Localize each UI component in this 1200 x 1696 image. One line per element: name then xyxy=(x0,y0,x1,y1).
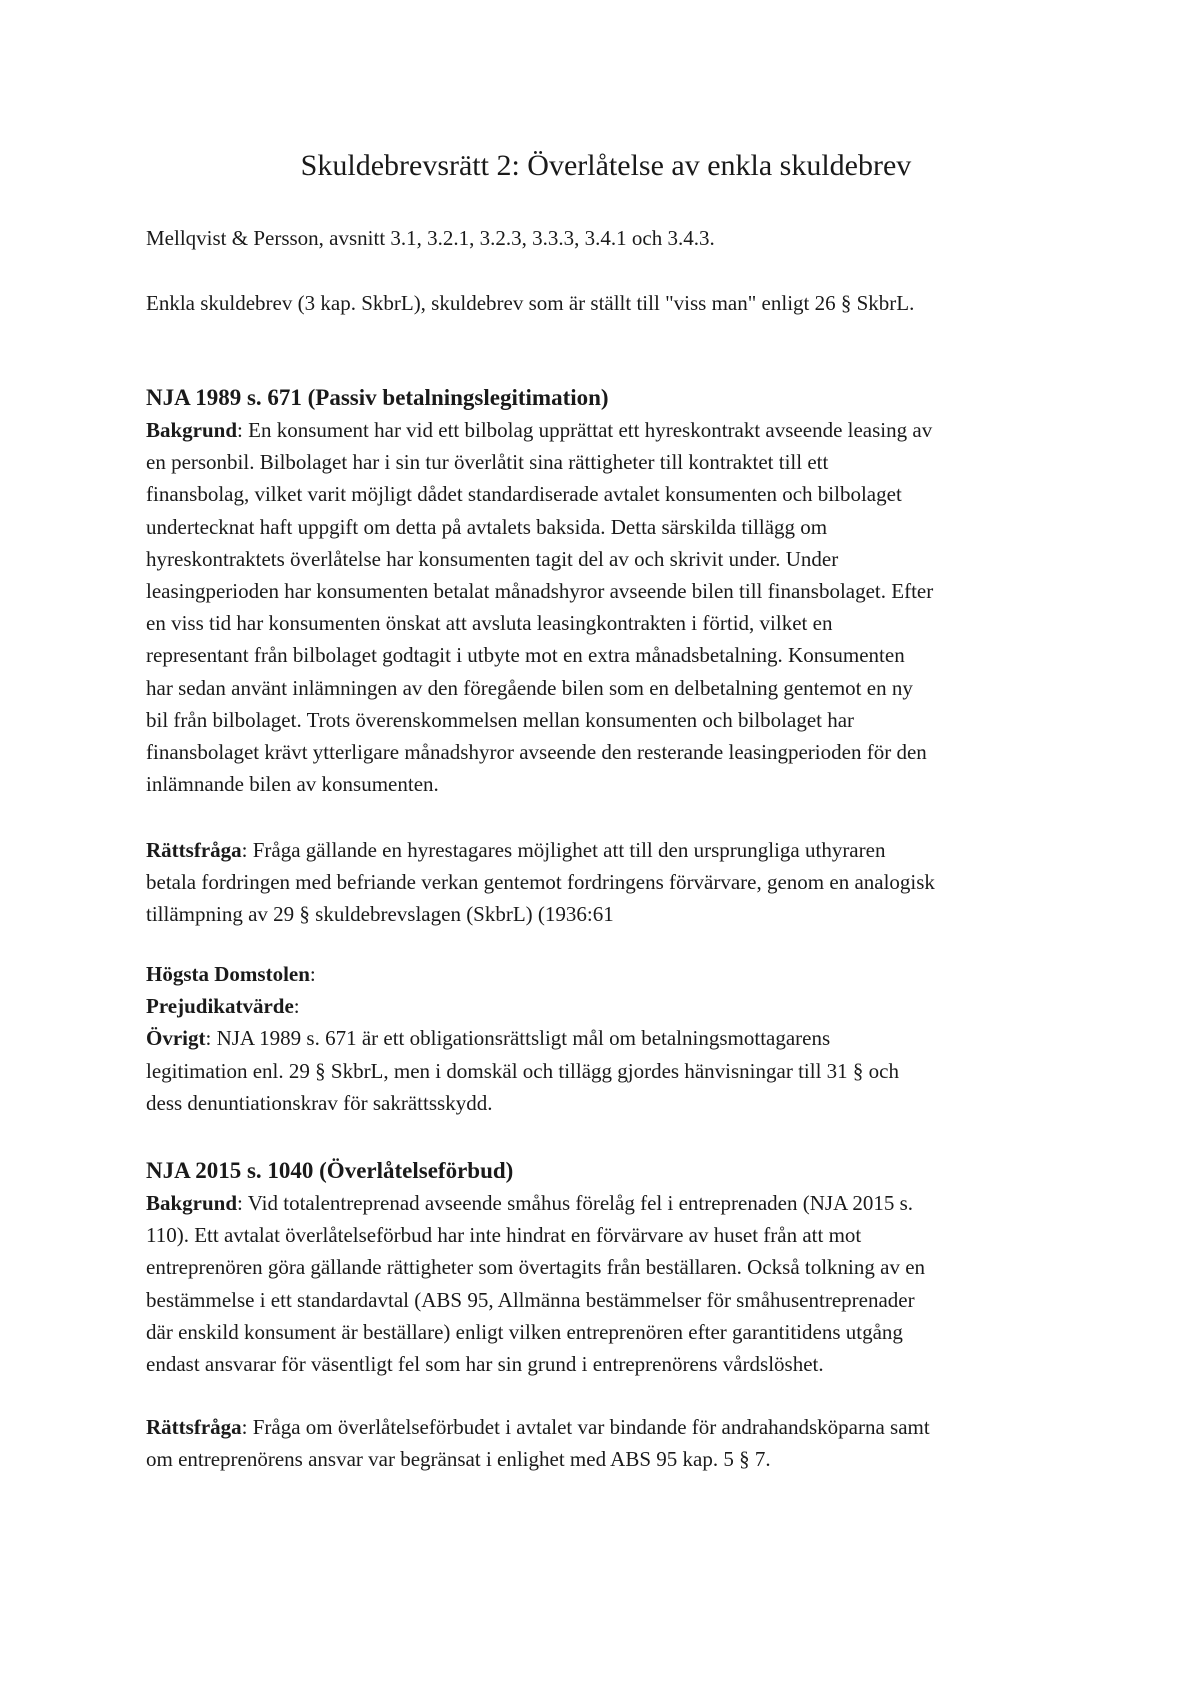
case-section-1 xyxy=(146,382,1066,800)
reading-reference: Mellqvist & Persson, avsnitt 3.1, 3.2.1, 3.2.3, 3.3.3, 3.4.1 och 3.4.3. xyxy=(146,226,715,250)
rattsfraga-paragraph xyxy=(146,1411,1066,1475)
paragraph-line: betala fordringen med befriande verkan gentemot fordringens förvärvare, genom en analogisk xyxy=(146,870,935,895)
hogsta-domstolen-label: Högsta Domstolen xyxy=(146,962,310,986)
paragraph-line xyxy=(146,1411,1066,1443)
document-title: Skuldebrevsrätt 2: Överlåtelse av enkla skuldebrev xyxy=(300,149,912,182)
rattsfraga-section-1 xyxy=(146,834,1066,931)
case-heading: NJA 2015 s. 1040 (Överlåtelseförbud) xyxy=(146,1158,514,1183)
paragraph-line: finansbolaget krävt ytterligare månadshyror avseende den resterande leasingperioden för den xyxy=(146,740,927,765)
paragraph-line: 110). Ett avtalat överlåtelseförbud har inte hindrat en förvärvare av huset från att mot xyxy=(146,1223,862,1248)
paragraph-line xyxy=(146,990,1066,1022)
paragraph-line: tillämpning av 29 § skuldebrevslagen (SkbrL) (1936:61 xyxy=(146,902,614,927)
paragraph-line: entreprenören göra gällande rättigheter som övertagits från beställaren. Också tolkning av en xyxy=(146,1255,926,1280)
paragraph-line xyxy=(146,1187,1066,1219)
intro-definition: Enkla skuldebrev (3 kap. SkbrL), skuldebrev som är ställt till "viss man" enligt 26 § SkbrL. xyxy=(146,291,915,315)
bakgrund-paragraph xyxy=(146,1187,1066,1380)
paragraph-line xyxy=(146,1022,1066,1054)
paragraph-line xyxy=(146,958,1066,990)
paragraph-text: : Fråga om överlåtelseförbudet i avtalet var bindande för andrahandsköparna samt xyxy=(241,1415,930,1439)
paragraph-line: endast ansvarar för väsentligt fel som har sin grund i entreprenörens vårdslöshet. xyxy=(146,1352,824,1377)
paragraph-text: : Vid totalentreprenad avseende småhus förelåg fel i entreprenaden (NJA 2015 s. xyxy=(237,1191,914,1215)
paragraph-text: : Fråga gällande en hyrestagares möjlighet att till den ursprungliga uthyraren xyxy=(241,838,886,862)
paragraph-text: : En konsument har vid ett bilbolag upprättat ett hyreskontrakt avseende leasing av xyxy=(237,418,933,442)
rattsfraga-label: Rättsfråga xyxy=(146,1415,242,1439)
paragraph-line: har sedan använt inlämningen av den föregående bilen som en delbetalning gentemot en ny xyxy=(146,675,913,700)
bakgrund-label: Bakgrund xyxy=(146,418,238,442)
paragraph-line: dess denuntiationskrav för sakrättsskydd. xyxy=(146,1090,493,1115)
paragraph-line: hyreskontraktets överlåtelse har konsumenten tagit del av och skrivit under. Under xyxy=(146,546,839,571)
court-paragraph xyxy=(146,958,1066,1119)
bakgrund-label: Bakgrund xyxy=(146,1191,238,1215)
rattsfraga-label: Rättsfråga xyxy=(146,838,242,862)
case-heading: NJA 1989 s. 671 (Passiv betalningslegitimation) xyxy=(146,385,609,410)
paragraph-line: om entreprenörens ansvar var begränsat i enlighet med ABS 95 kap. 5 § 7. xyxy=(146,1447,771,1472)
paragraph-line: där enskild konsument är beställare) enligt vilken entreprenören efter garantitidens utgång xyxy=(146,1319,903,1344)
ovrigt-label: Övrigt xyxy=(146,1026,206,1051)
paragraph-text: : NJA 1989 s. 671 är ett obligationsrättsligt mål om betalningsmottagarens xyxy=(205,1026,831,1051)
rattsfraga-section-2 xyxy=(146,1411,1066,1475)
paragraph-line: en personbil. Bilbolaget har i sin tur överlåtit sina rättigheter till kontraktet till ett xyxy=(146,450,829,475)
paragraph-line: en viss tid har konsumenten önskat att avsluta leasingkontrakten i förtid, vilket en xyxy=(146,611,833,636)
paragraph-line: bil från bilbolaget. Trots överenskommelsen mellan konsumenten och bilbolaget har xyxy=(146,707,855,732)
paragraph-line: representant från bilbolaget godtagit i utbyte mot en extra månadsbetalning. Konsumenten xyxy=(146,643,905,668)
paragraph-line: bestämmelse i ett standardavtal (ABS 95, Allmänna bestämmelser för småhusentreprenader xyxy=(146,1287,915,1312)
paragraph-line xyxy=(146,834,1066,866)
court-section-1 xyxy=(146,958,1066,1119)
paragraph-text: : xyxy=(293,994,300,1019)
case-section-2 xyxy=(146,1155,1066,1380)
paragraph-line xyxy=(146,414,1066,446)
prejudikatvarde-label: Prejudikatvärde xyxy=(146,994,294,1019)
paragraph-line: undertecknat haft uppgift om detta på avtalets baksida. Detta särskilda tillägg om xyxy=(146,514,828,539)
paragraph-line: leasingperioden har konsumenten betalat månadshyror avseende bilen till finansbolaget. Efter xyxy=(146,579,934,604)
paragraph-text: : xyxy=(309,962,316,986)
paragraph-line: inlämnande bilen av konsumenten. xyxy=(146,772,439,797)
paragraph-line: legitimation enl. 29 § SkbrL, men i domskäl och tillägg gjordes hänvisningar till 31 § och xyxy=(146,1058,899,1083)
rattsfraga-paragraph xyxy=(146,834,1066,931)
paragraph-line: finansbolag, vilket varit möjligt dådet standardiserade avtalet konsumenten och bilbolaget xyxy=(146,482,902,507)
bakgrund-paragraph xyxy=(146,414,1066,800)
